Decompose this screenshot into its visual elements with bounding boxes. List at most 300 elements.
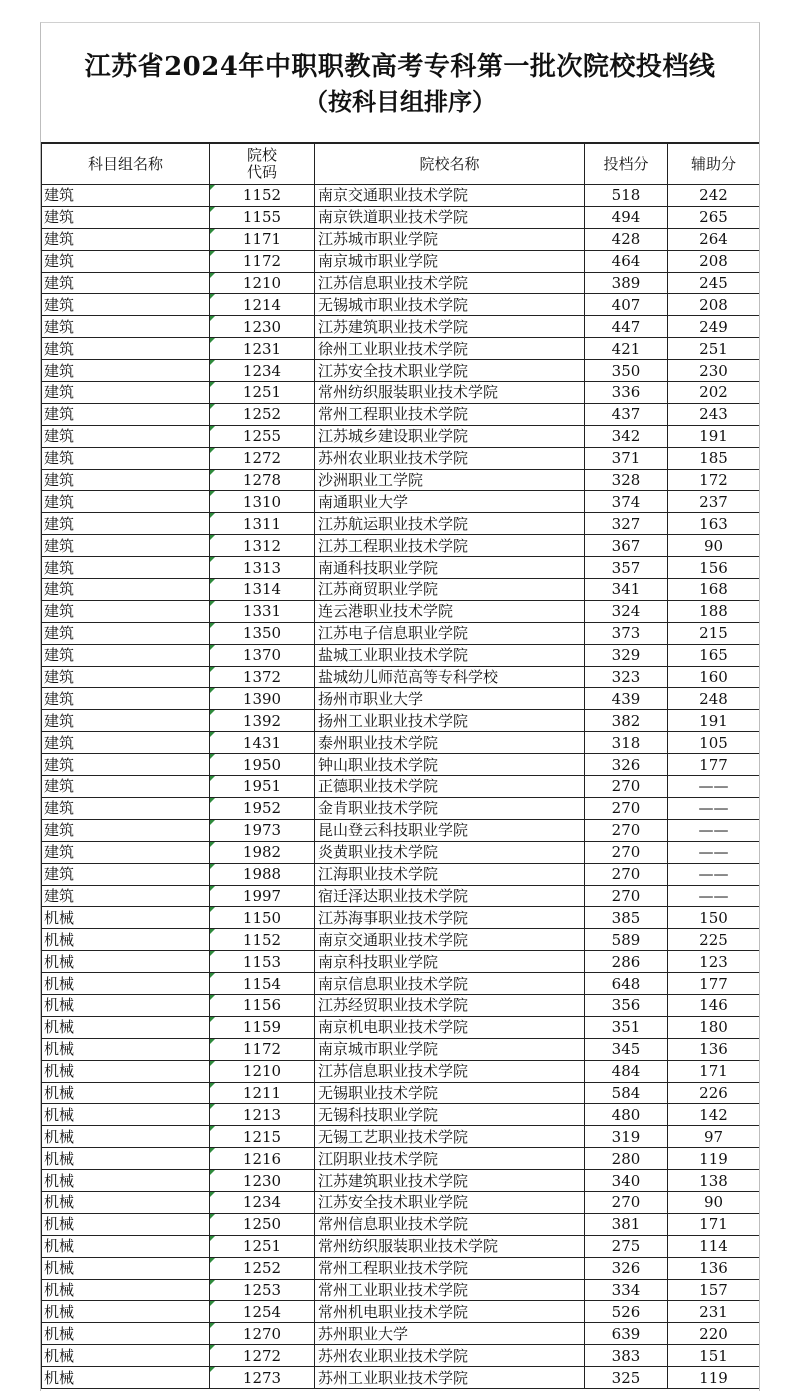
- cell-school-name: 常州信息职业技术学院: [315, 1213, 585, 1235]
- cell-school-name: 无锡职业技术学院: [315, 1082, 585, 1104]
- cell-aux-score: 90: [668, 1191, 760, 1213]
- cell-subject-group: 建筑: [42, 425, 210, 447]
- cell-school-name: 江苏建筑职业技术学院: [315, 316, 585, 338]
- cell-school-code: 1234: [210, 360, 315, 382]
- cell-subject-group: 机械: [42, 973, 210, 995]
- table-row: [42, 316, 760, 338]
- cell-subject-group: 机械: [42, 1126, 210, 1148]
- cell-school-name: 江苏航运职业技术学院: [315, 513, 585, 535]
- cell-school-name: 江苏城市职业学院: [315, 228, 585, 250]
- cell-subject-group: 建筑: [42, 228, 210, 250]
- cell-aux-score: 177: [668, 754, 760, 776]
- cell-school-name: 苏州农业职业技术学院: [315, 447, 585, 469]
- cell-school-code: 1270: [210, 1323, 315, 1345]
- table-row: [42, 1213, 760, 1235]
- cell-school-name: 金肯职业技术学院: [315, 797, 585, 819]
- table-row: [42, 688, 760, 710]
- cell-aux-score: 150: [668, 907, 760, 929]
- table-row: [42, 994, 760, 1016]
- cell-subject-group: 机械: [42, 1038, 210, 1060]
- cell-school-name: 无锡工艺职业技术学院: [315, 1126, 585, 1148]
- table-row: [42, 644, 760, 666]
- cell-school-code: 1952: [210, 797, 315, 819]
- cell-school-code: 1211: [210, 1082, 315, 1104]
- cell-aux-score: ——: [668, 841, 760, 863]
- table-body: [42, 185, 760, 1389]
- cell-score: 340: [585, 1170, 668, 1192]
- cell-school-name: 南通科技职业学院: [315, 557, 585, 579]
- header-school-name: 院校名称: [315, 144, 585, 185]
- cell-score: 341: [585, 579, 668, 601]
- cell-aux-score: 146: [668, 994, 760, 1016]
- cell-school-code: 1278: [210, 469, 315, 491]
- table-row: [42, 622, 760, 644]
- table-row: [42, 382, 760, 404]
- cell-aux-score: 157: [668, 1279, 760, 1301]
- cell-school-name: 盐城幼儿师范高等专科学校: [315, 666, 585, 688]
- cell-school-name: 南京城市职业学院: [315, 1038, 585, 1060]
- cell-school-name: 徐州工业职业技术学院: [315, 338, 585, 360]
- cell-subject-group: 建筑: [42, 316, 210, 338]
- table-row: [42, 228, 760, 250]
- cell-subject-group: 建筑: [42, 557, 210, 579]
- cell-subject-group: 建筑: [42, 732, 210, 754]
- header-subject-group: 科目组名称: [42, 144, 210, 185]
- cell-school-code: 1252: [210, 403, 315, 425]
- table-row: [42, 557, 760, 579]
- cell-school-name: 盐城工业职业技术学院: [315, 644, 585, 666]
- cell-subject-group: 建筑: [42, 666, 210, 688]
- table-row: [42, 973, 760, 995]
- cell-school-name: 江苏信息职业技术学院: [315, 1060, 585, 1082]
- cell-score: 464: [585, 250, 668, 272]
- cell-aux-score: 123: [668, 951, 760, 973]
- cell-aux-score: 160: [668, 666, 760, 688]
- cell-subject-group: 建筑: [42, 688, 210, 710]
- cell-aux-score: 237: [668, 491, 760, 513]
- cell-school-code: 1313: [210, 557, 315, 579]
- table-row: [42, 1170, 760, 1192]
- cell-subject-group: 建筑: [42, 382, 210, 404]
- cell-subject-group: 建筑: [42, 272, 210, 294]
- table-row: [42, 579, 760, 601]
- table-row: [42, 1038, 760, 1060]
- cell-school-code: 1273: [210, 1367, 315, 1389]
- cell-school-name: 江苏海事职业技术学院: [315, 907, 585, 929]
- cell-score: 270: [585, 885, 668, 907]
- cell-subject-group: 建筑: [42, 447, 210, 469]
- cell-school-name: 昆山登云科技职业学院: [315, 819, 585, 841]
- cell-score: 480: [585, 1104, 668, 1126]
- table-row: [42, 1345, 760, 1367]
- cell-subject-group: 建筑: [42, 294, 210, 316]
- cell-score: 328: [585, 469, 668, 491]
- cell-aux-score: 215: [668, 622, 760, 644]
- cell-subject-group: 建筑: [42, 644, 210, 666]
- cell-subject-group: 机械: [42, 1279, 210, 1301]
- cell-school-name: 江苏信息职业技术学院: [315, 272, 585, 294]
- cell-aux-score: 220: [668, 1323, 760, 1345]
- cell-subject-group: 建筑: [42, 491, 210, 513]
- cell-aux-score: 185: [668, 447, 760, 469]
- cell-score: 350: [585, 360, 668, 382]
- cell-score: 382: [585, 710, 668, 732]
- cell-subject-group: 机械: [42, 951, 210, 973]
- cell-school-code: 1153: [210, 951, 315, 973]
- cell-school-code: 1311: [210, 513, 315, 535]
- cell-aux-score: 251: [668, 338, 760, 360]
- cell-school-code: 1152: [210, 929, 315, 951]
- cell-score: 334: [585, 1279, 668, 1301]
- cell-school-code: 1253: [210, 1279, 315, 1301]
- cell-school-name: 炎黄职业技术学院: [315, 841, 585, 863]
- cell-school-code: 1150: [210, 907, 315, 929]
- cell-school-code: 1390: [210, 688, 315, 710]
- table-row: [42, 1082, 760, 1104]
- cell-score: 270: [585, 863, 668, 885]
- cell-aux-score: 105: [668, 732, 760, 754]
- cell-aux-score: 243: [668, 403, 760, 425]
- cell-school-name: 苏州农业职业技术学院: [315, 1345, 585, 1367]
- cell-subject-group: 机械: [42, 1104, 210, 1126]
- cell-subject-group: 机械: [42, 1257, 210, 1279]
- table-row: [42, 600, 760, 622]
- cell-score: 589: [585, 929, 668, 951]
- cell-school-code: 1251: [210, 1235, 315, 1257]
- cell-aux-score: 202: [668, 382, 760, 404]
- cell-score: 326: [585, 1257, 668, 1279]
- cell-aux-score: 264: [668, 228, 760, 250]
- cell-subject-group: 机械: [42, 1082, 210, 1104]
- page-subtitle: （按科目组排序）: [304, 87, 496, 116]
- cell-score: 484: [585, 1060, 668, 1082]
- cell-aux-score: 172: [668, 469, 760, 491]
- cell-subject-group: 建筑: [42, 250, 210, 272]
- cell-school-code: 1171: [210, 228, 315, 250]
- cell-subject-group: 建筑: [42, 513, 210, 535]
- table-row: [42, 535, 760, 557]
- cell-subject-group: 机械: [42, 1345, 210, 1367]
- cell-school-name: 扬州市职业大学: [315, 688, 585, 710]
- cell-school-name: 江苏安全技术职业学院: [315, 1191, 585, 1213]
- cell-aux-score: 188: [668, 600, 760, 622]
- cell-score: 526: [585, 1301, 668, 1323]
- cell-subject-group: 机械: [42, 994, 210, 1016]
- cell-subject-group: 建筑: [42, 863, 210, 885]
- cell-score: 371: [585, 447, 668, 469]
- table-row: [42, 1235, 760, 1257]
- cell-school-code: 1213: [210, 1104, 315, 1126]
- cell-score: 367: [585, 535, 668, 557]
- cell-school-code: 1210: [210, 272, 315, 294]
- cell-school-name: 正德职业技术学院: [315, 776, 585, 798]
- table-row: [42, 819, 760, 841]
- cell-school-name: 江苏工程职业技术学院: [315, 535, 585, 557]
- cell-school-name: 江苏经贸职业技术学院: [315, 994, 585, 1016]
- table-row: [42, 250, 760, 272]
- cell-subject-group: 建筑: [42, 360, 210, 382]
- cell-score: 356: [585, 994, 668, 1016]
- cell-school-name: 江苏城乡建设职业学院: [315, 425, 585, 447]
- cell-subject-group: 机械: [42, 1016, 210, 1038]
- cell-school-name: 常州纺织服装职业技术学院: [315, 382, 585, 404]
- cell-subject-group: 建筑: [42, 776, 210, 798]
- cell-subject-group: 建筑: [42, 600, 210, 622]
- cell-school-code: 1392: [210, 710, 315, 732]
- cell-subject-group: 建筑: [42, 338, 210, 360]
- cell-school-code: 1950: [210, 754, 315, 776]
- table-row: [42, 294, 760, 316]
- cell-subject-group: 机械: [42, 1301, 210, 1323]
- cell-school-name: 扬州工业职业技术学院: [315, 710, 585, 732]
- cell-score: 518: [585, 185, 668, 207]
- cell-subject-group: 机械: [42, 1213, 210, 1235]
- cell-school-code: 1372: [210, 666, 315, 688]
- cell-school-code: 1252: [210, 1257, 315, 1279]
- cell-score: 584: [585, 1082, 668, 1104]
- cell-subject-group: 机械: [42, 1367, 210, 1389]
- table-row: [42, 272, 760, 294]
- cell-school-name: 江阴职业技术学院: [315, 1148, 585, 1170]
- cell-aux-score: 151: [668, 1345, 760, 1367]
- cell-score: 319: [585, 1126, 668, 1148]
- table-row: [42, 841, 760, 863]
- cell-subject-group: 建筑: [42, 535, 210, 557]
- cell-school-name: 无锡城市职业技术学院: [315, 294, 585, 316]
- cell-school-code: 1370: [210, 644, 315, 666]
- cell-school-code: 1272: [210, 447, 315, 469]
- cell-school-code: 1973: [210, 819, 315, 841]
- cell-school-code: 1234: [210, 1191, 315, 1213]
- table-row: [42, 1301, 760, 1323]
- table-row: [42, 1126, 760, 1148]
- cell-score: 494: [585, 206, 668, 228]
- table-row: [42, 1279, 760, 1301]
- cell-subject-group: 建筑: [42, 403, 210, 425]
- cell-school-name: 南京机电职业技术学院: [315, 1016, 585, 1038]
- cell-aux-score: 119: [668, 1148, 760, 1170]
- cell-school-code: 1254: [210, 1301, 315, 1323]
- cell-aux-score: 136: [668, 1257, 760, 1279]
- cell-score: 357: [585, 557, 668, 579]
- cell-aux-score: 171: [668, 1060, 760, 1082]
- cell-school-code: 1272: [210, 1345, 315, 1367]
- cell-score: 345: [585, 1038, 668, 1060]
- cell-score: 389: [585, 272, 668, 294]
- cell-aux-score: 248: [668, 688, 760, 710]
- cell-score: 327: [585, 513, 668, 535]
- cell-subject-group: 建筑: [42, 841, 210, 863]
- cell-score: 373: [585, 622, 668, 644]
- cell-subject-group: 机械: [42, 1323, 210, 1345]
- header-school-code: 院校代码: [210, 144, 315, 185]
- cell-aux-score: 265: [668, 206, 760, 228]
- table-row: [42, 1367, 760, 1389]
- cell-school-code: 1951: [210, 776, 315, 798]
- cell-score: 336: [585, 382, 668, 404]
- cell-score: 324: [585, 600, 668, 622]
- cell-subject-group: 机械: [42, 907, 210, 929]
- cell-school-code: 1982: [210, 841, 315, 863]
- cell-school-code: 1988: [210, 863, 315, 885]
- cell-subject-group: 建筑: [42, 819, 210, 841]
- cell-score: 374: [585, 491, 668, 513]
- cell-subject-group: 机械: [42, 1148, 210, 1170]
- table-row: [42, 447, 760, 469]
- cell-score: 439: [585, 688, 668, 710]
- cell-score: 428: [585, 228, 668, 250]
- cell-aux-score: ——: [668, 776, 760, 798]
- title-block: [41, 23, 759, 143]
- cell-school-name: 常州工程职业技术学院: [315, 1257, 585, 1279]
- cell-score: 325: [585, 1367, 668, 1389]
- cell-school-name: 常州工业职业技术学院: [315, 1279, 585, 1301]
- cell-school-code: 1172: [210, 1038, 315, 1060]
- cell-aux-score: 168: [668, 579, 760, 601]
- cell-aux-score: 138: [668, 1170, 760, 1192]
- table-row: [42, 951, 760, 973]
- cell-score: 437: [585, 403, 668, 425]
- cell-aux-score: 225: [668, 929, 760, 951]
- cell-score: 326: [585, 754, 668, 776]
- page-title: 江苏省2024年中职职教高考专科第一批次院校投档线: [84, 52, 716, 82]
- cell-subject-group: 建筑: [42, 885, 210, 907]
- cell-score: 270: [585, 776, 668, 798]
- table-row: [42, 491, 760, 513]
- cell-school-name: 常州工程职业技术学院: [315, 403, 585, 425]
- cell-subject-group: 机械: [42, 1235, 210, 1257]
- table-row: [42, 1104, 760, 1126]
- cell-school-code: 1350: [210, 622, 315, 644]
- cell-school-name: 无锡科技职业学院: [315, 1104, 585, 1126]
- cell-score: 351: [585, 1016, 668, 1038]
- table-row: [42, 360, 760, 382]
- table-row: [42, 1060, 760, 1082]
- cell-aux-score: 97: [668, 1126, 760, 1148]
- header-score: 投档分: [585, 144, 668, 185]
- cell-aux-score: ——: [668, 885, 760, 907]
- cell-score: 318: [585, 732, 668, 754]
- cell-score: 447: [585, 316, 668, 338]
- cell-school-name: 南通职业大学: [315, 491, 585, 513]
- cell-school-name: 钟山职业技术学院: [315, 754, 585, 776]
- cell-school-code: 1431: [210, 732, 315, 754]
- cell-school-code: 1997: [210, 885, 315, 907]
- table-row: [42, 513, 760, 535]
- table-header-row: [42, 144, 760, 185]
- cell-score: 270: [585, 841, 668, 863]
- cell-aux-score: 231: [668, 1301, 760, 1323]
- cell-score: 648: [585, 973, 668, 995]
- cell-school-name: 南京交通职业技术学院: [315, 185, 585, 207]
- table-row: [42, 403, 760, 425]
- table-row: [42, 885, 760, 907]
- cell-score: 342: [585, 425, 668, 447]
- cell-subject-group: 建筑: [42, 622, 210, 644]
- cell-subject-group: 建筑: [42, 710, 210, 732]
- table-row: [42, 1016, 760, 1038]
- cell-aux-score: 191: [668, 425, 760, 447]
- cell-school-name: 南京信息职业技术学院: [315, 973, 585, 995]
- cell-aux-score: 191: [668, 710, 760, 732]
- cell-school-name: 江苏电子信息职业学院: [315, 622, 585, 644]
- table-row: [42, 185, 760, 207]
- table-row: [42, 929, 760, 951]
- cell-score: 407: [585, 294, 668, 316]
- cell-school-name: 南京交通职业技术学院: [315, 929, 585, 951]
- cell-subject-group: 建筑: [42, 579, 210, 601]
- cell-school-name: 江苏商贸职业学院: [315, 579, 585, 601]
- cell-aux-score: 242: [668, 185, 760, 207]
- cell-aux-score: 142: [668, 1104, 760, 1126]
- cell-school-name: 江苏建筑职业技术学院: [315, 1170, 585, 1192]
- document-sheet: [40, 22, 760, 1391]
- table-row: [42, 425, 760, 447]
- cell-aux-score: 249: [668, 316, 760, 338]
- cell-aux-score: 226: [668, 1082, 760, 1104]
- cell-score: 270: [585, 797, 668, 819]
- table-row: [42, 776, 760, 798]
- cell-aux-score: 165: [668, 644, 760, 666]
- table-row: [42, 797, 760, 819]
- cell-subject-group: 机械: [42, 929, 210, 951]
- cell-aux-score: 245: [668, 272, 760, 294]
- cell-school-code: 1155: [210, 206, 315, 228]
- cell-school-code: 1216: [210, 1148, 315, 1170]
- cell-aux-score: 163: [668, 513, 760, 535]
- cell-school-code: 1230: [210, 1170, 315, 1192]
- cell-school-code: 1215: [210, 1126, 315, 1148]
- cell-subject-group: 建筑: [42, 754, 210, 776]
- table-row: [42, 754, 760, 776]
- table-row: [42, 338, 760, 360]
- cell-school-name: 宿迁泽达职业技术学院: [315, 885, 585, 907]
- table-row: [42, 469, 760, 491]
- cell-aux-score: ——: [668, 863, 760, 885]
- cell-school-code: 1255: [210, 425, 315, 447]
- cell-score: 383: [585, 1345, 668, 1367]
- cell-school-name: 江苏安全技术职业学院: [315, 360, 585, 382]
- cell-school-code: 1172: [210, 250, 315, 272]
- cell-aux-score: 90: [668, 535, 760, 557]
- table-row: [42, 1191, 760, 1213]
- cell-score: 639: [585, 1323, 668, 1345]
- cell-subject-group: 建筑: [42, 206, 210, 228]
- cell-school-code: 1251: [210, 382, 315, 404]
- cell-score: 275: [585, 1235, 668, 1257]
- cell-aux-score: 119: [668, 1367, 760, 1389]
- cell-score: 385: [585, 907, 668, 929]
- cell-school-name: 沙洲职业工学院: [315, 469, 585, 491]
- cell-school-code: 1230: [210, 316, 315, 338]
- cell-aux-score: 136: [668, 1038, 760, 1060]
- cell-subject-group: 机械: [42, 1191, 210, 1213]
- cell-school-name: 江海职业技术学院: [315, 863, 585, 885]
- cell-school-name: 南京城市职业学院: [315, 250, 585, 272]
- cell-school-code: 1152: [210, 185, 315, 207]
- cell-score: 270: [585, 1191, 668, 1213]
- cell-aux-score: 230: [668, 360, 760, 382]
- admission-score-table: [41, 143, 760, 1389]
- cell-school-name: 南京铁道职业技术学院: [315, 206, 585, 228]
- cell-aux-score: 208: [668, 250, 760, 272]
- table-row: [42, 710, 760, 732]
- cell-subject-group: 机械: [42, 1060, 210, 1082]
- cell-school-code: 1312: [210, 535, 315, 557]
- cell-school-code: 1154: [210, 973, 315, 995]
- cell-score: 280: [585, 1148, 668, 1170]
- cell-school-code: 1250: [210, 1213, 315, 1235]
